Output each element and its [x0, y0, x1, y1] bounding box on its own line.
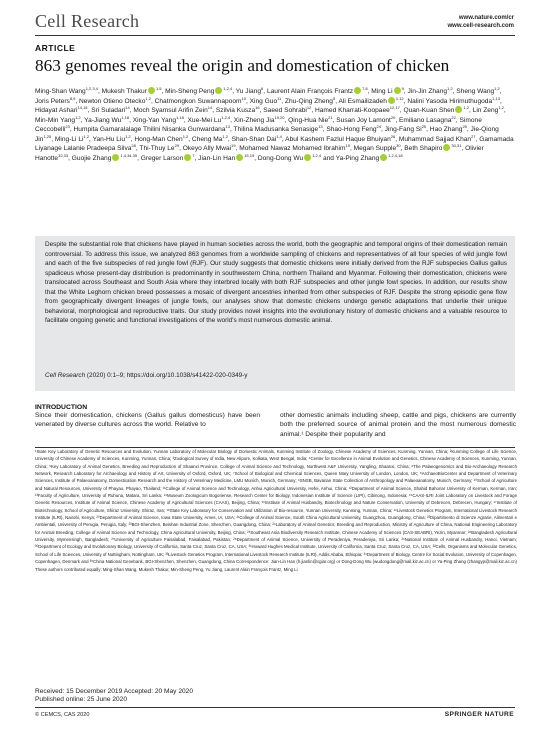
- journal-url-cell-research[interactable]: www.cell-research.com: [447, 23, 514, 29]
- received-accepted-dates: Received: 15 December 2019 Accepted: 20 May 2020: [35, 688, 193, 695]
- journal-name: Cell Research: [35, 11, 140, 31]
- introduction-column-left: Since their domestication, chickens (Gallus gallus domesticus) have been venerated by diverse cultures across the world. Relative to: [35, 412, 260, 429]
- article-dates: [35, 688, 193, 703]
- header-rule: [35, 35, 515, 36]
- article-title: 863 genomes reveal the origin and domestication of chicken: [35, 56, 450, 75]
- orcid-icon[interactable]: [394, 87, 401, 94]
- orcid-icon[interactable]: [354, 87, 361, 94]
- orcid-icon[interactable]: [148, 87, 155, 94]
- affiliations-footnotes: ¹State Key Laboratory of Genetic Resources and Evolution, Yunnan Laboratory of Molecular Biology of Domestic Animals, Kunming Institute of Zoology, Chinese Academy of Sciences, Kunming, Yunnan, China; ²Kunming College of Life Science, University of Chinese Academy of Sciences, Kunming, Yunnan, China; ³Zoological Survey of India, New Alipore, Kolkata, West Bengal, India; ⁴Center for Excellence in Animal Evolution and Genetics, Chinese Academy of Sciences, Kunming, Yunnan, China; ⁵Key Laboratory of Animal Genetics, Breeding and Reproduction of Shaanxi Province, College of Animal Science and Technology, Northwest A&F University, Yangling, Shaanxi, China; ⁶The Palaeogenomics and Bio-Archaeology Research Network, Research Laboratory for Archaeology and History of Art, University of Oxford, Oxford, UK; ⁷School of Biological and Chemical Sciences, Queen Mary University of London, London, UK; ⁸ArchaeoBioCenter and Department of Veterinary Sciences, Institute of Palaeoanatomy, Domestication Research and the History of Veterinary Medicine, LMU Munich, Munich, Germany; ⁹SNSB, Bavarian State Collection of Anthropology and Palaeoanatomy, Munich, Germany; ¹⁰School of Agriculture and Natural Resources, University of Phayao, Phayao, Thailand; ¹¹College of Animal Science and Technology, Anhui Agricultural University, Hefei, Anhui, China; ¹²Department of Animal Science, Shahid Bahonar University of Kerman, Kerman, Iran; ¹³Faculty of Agriculture, University of Ruhuna, Matara, Sri Lanka; ¹⁴Museum Zoologicum Bogoriense, Research Center for Biology, Indonesian Institute of Science (LIPI), Cibinong, Indonesia; ¹⁵CAAS-ILRI Joint Laboratory on Livestock and Forage Genetic Resources, Institute of Animal Science, Chinese Academy of Agricultural Sciences (CAAS), Beijing, China; ¹⁶Institute of Animal Husbandry, Biotechnology and Nature Conservation, University of Debrecen, Debrecen, Hungary; ¹⁷Institute of Biotechnology, School of Agriculture, Shiraz University, Shiraz, Iran; ¹⁸State Key Laboratory for Conservation and Utilization of Bio-resource, Yunnan University, Kunming, Yunnan, China; ¹⁹Livestock Genetics Program, International Livestock Research Institute (ILRI), Nairobi, Kenya; ²⁰Department of Animal Science, Iowa State University, Ames, IA, USA; ²¹College of Animal Science, South China Agricultural University, Guangzhou, Guangdong, China; ²²Dipartimento di Scienze Agrarie, Alimentari e Ambientali, University of Perugia, Perugia, Italy; ²³BGI-Shenzhen, Beishan Industrial Zone, Shenzhen, Guangdong, China; ²⁴Laboratory of Animal Genetics, Breeding and Reproduction, Ministry of Agriculture of China, National Engineering Laboratory for Animal Breeding, College of Animal Science and Technology, China Agricultural University, Beijing, China; ²⁵Southeast Asia Biodiversity Research Institute, Chinese Academy of Sciences (CAS-SEABRI), Yezin, Myanmar; ²⁶Bangladesh Agricultural University, Mymensingh, Bangladesh; ²⁷University of Agriculture Faisalabad, Faisalabad, Pakistan; ²⁸Department of Animal Science, University of Peradeniya, Peradeniya, Sri Lanka; ²⁹National Institute of Animal Husbandry, Hanoi, Vietnam; ³⁰Department of Ecology and Evolutionary Biology, University of California, Santa Cruz, Santa Cruz, CA, USA; ³¹Howard Hughes Medical Institute, University of California, Santa Cruz, Santa Cruz, CA, USA; ³²Cells, Organisms and Molecular Genetics, School of Life Sciences, University of Nottingham, Nottingham, UK; ³³Livestock Genetics Program, International Livestock Research Institute (ILRI), Addis Ababa, Ethiopia; ³⁴Department of Biology, Centre for Social Evolution, University of Copenhagen, Copenhagen, Denmark and ³⁵China National Genebank, BGI-Shenzhen, Shenzhen, Guangdong, China Correspondence: Jian-Lin Han (h.jianlin@cgiar.org) or Dong-Dong Wu (wudongdong@mail.kiz.ac.cn) or Ya-Ping Zhang (zhangyp@mail.kiz.ac.cn) These authors contributed equally: Ming-Shan Wang, Mukesh Thakur, Min-Sheng Peng, Yu Jiang, Laurent Alain François Frantz, Ming Li: [35, 449, 518, 572]
- citation: [45, 372, 248, 379]
- abstract-text: Despite the substantial role that chickens have played in human societies across the world, both the geographic and temporal origins of their domestication remain controversial. To address this issue, we analyzed 863 genomes from a worldwide sampling of chickens and representatives of all four species of wild jungle fowl and each of the five subspecies of red jungle fowl (RJF). Our study suggests that domestic chickens were initially derived from the RJF subspecies Gallus gallus spadiceus whose present-day distribution is predominantly in southwestern China, northern Thailand and Myanmar. Following their domestication, chickens were translocated across Southeast and South Asia where they interbred locally with both RJF subspecies and other jungle fowl species. In addition, our results show that the White Leghorn chicken breed possesses a mosaic of divergent ancestries inherited from other subspecies of RJF. Despite the strong episodic gene flow from geographically divergent lineages of jungle fowls, our analyses show that domestic chickens undergo genetic adaptations that underlie their unique behavioral, morphological and reproductive traits. Our study provides novel insights into the evolutionary history of domestic chickens and a valuable resource to facilitate ongoing genetic and functional investigations of the world's most numerous domestic animal.: [45, 241, 507, 325]
- journal-url-nature[interactable]: www.nature.com/cr: [458, 15, 514, 21]
- publisher-logo: SPRINGER NATURE: [444, 711, 514, 718]
- orcid-icon[interactable]: [388, 97, 395, 104]
- orcid-icon[interactable]: [380, 154, 387, 161]
- orcid-icon[interactable]: [304, 154, 311, 161]
- footer-rule: [35, 707, 515, 708]
- citation-journal: Cell Research: [45, 372, 86, 379]
- journal-urls: [448, 14, 514, 30]
- citation-details[interactable]: (2020) 0:1–9; https://doi.org/10.1038/s41422-020-0349-y: [85, 372, 248, 379]
- author-list: Ming-Shan Wang$^{1,2,3,4}$, Mukesh Thakur $^{1,5}$, Min-Sheng Peng $^{1,2,4}$, Yu Jiang$^6$, Laurent Alain François Frantz $^{7,8}$, Ming Li $^9$, Jin-Jin Zhang$^{1,2}$, Sheng Wang$^{1,2}$, Joris Peters$^{8,9}$, Newton Otieno Otecko$^{1,2}$, Chatmongkon Suwannapoom$^{10}$, Xing Guo$^{11}$, Zhu-Qing Zheng$^5$, Ali Esmailizadeh $^{1,12}$, Nalini Yasoda Hirimuthugoda$^{1,13}$, Hidayat Ashari$^{14,15}$, Sri Suladari$^{14}$, Moch Syamsul Arifin Zein$^{14}$, Szilvia Kusza$^{16}$, Saeed Sohrabi$^{12}$, Hamed Kharrati-Koopaee$^{12,17}$, Quan-Kuan Shen $^{1,2}$, Lin Zeng$^{1,2}$, Min-Min Yang$^{1,2}$, Ya-Jiang Wu$^{1,18}$, Xing-Yan Yang$^{1,18}$, Xue-Mei Lu$^{1,2,4}$, Xin-Zheng Jia$^{19,20}$, Qing-Hua Nie$^{21}$, Susan Joy Lamont$^{20}$, Emiliano Lasagna$^{22}$, Simone Ceccobelli$^{23}$, Humpita Gamaralalage Thilini Nisanka Gunwardana$^{13}$, Thilina Madusanka Senasige$^{13}$, Shao-Hong Feng$^{24}$, Jing-Fang Si$^{25}$, Hao Zhang$^{25}$, Jie-Qiong Jin$^{1,25}$, Ming-Li Li$^{1,2}$, Yan-Hu Liu$^{1,2}$, Hong-Man Chen$^{1,2}$, Cheng Ma$^{1,2}$, Shan-Shan Dai$^{1,4}$, Abul Kashem Fazlul Haque Bhuiyan$^{26}$, Muhammad Sajjad Khan$^{27}$, Gamamada Liyanage Lalanie Pradeepa Silva$^{28}$, Thi-Thuy Le$^{29}$, Okeyo Ally Mwai$^{19}$, Mohamed Nawaz Mohamed Ibrahim$^{19}$, Megan Supple$^{30}$, Beth Shapiro $^{30,31}$, Olivier Hanotte$^{32,33}$, Guojie Zhang $^{1,4,34,35}$, Greger Larson $^7$, Jian-Lin Han $^{15,19}$, Dong-Dong Wu $^{1,2,4}$ and Ya-Ping Zhang $^{1,2,4,18}$: [35, 85, 514, 162]
- orcid-icon[interactable]: [236, 154, 243, 161]
- copyright-notice: © CEMCS, CAS 2020: [35, 712, 90, 718]
- orcid-icon[interactable]: [184, 154, 191, 161]
- article-type-label: ARTICLE: [35, 43, 76, 53]
- introduction-heading: INTRODUCTION: [35, 404, 88, 411]
- introduction-column-right: other domestic animals including sheep, cattle and pigs, chickens are currently both the preferred source of animal protein and the most numerous domestic animal.¹ Despite their popularity and: [280, 412, 516, 438]
- orcid-icon[interactable]: [455, 106, 462, 113]
- orcid-icon[interactable]: [443, 144, 450, 151]
- orcid-icon[interactable]: [215, 87, 222, 94]
- orcid-icon[interactable]: [112, 154, 119, 161]
- published-date: Published online: 25 June 2020: [35, 695, 128, 703]
